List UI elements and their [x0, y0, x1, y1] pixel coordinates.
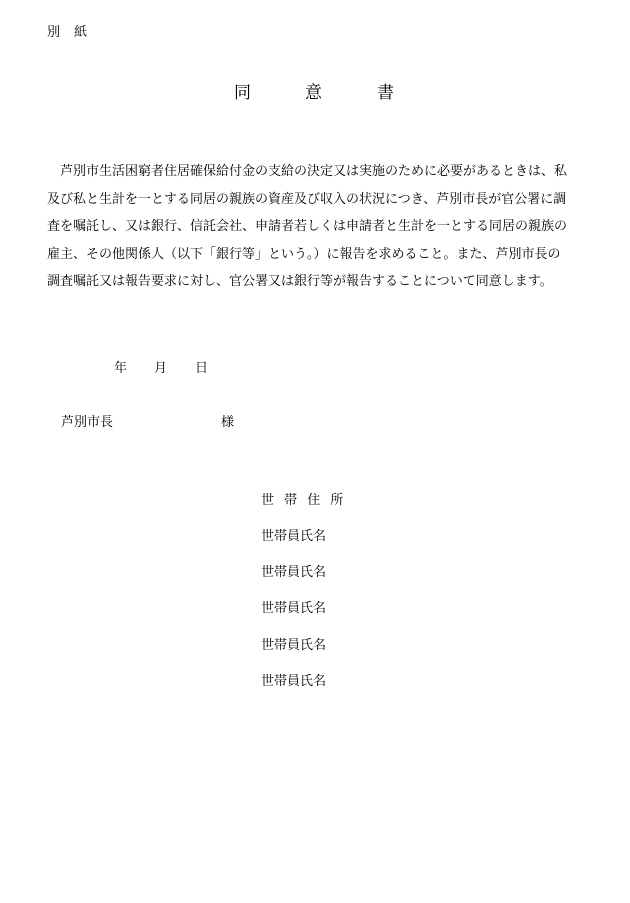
household-member-name-label: 世帯員氏名	[261, 565, 327, 580]
household-member-name-label: 世帯員氏名	[261, 674, 327, 689]
attachment-label: 別 紙	[47, 25, 88, 40]
household-address-label: 世 帯 住 所	[261, 493, 347, 508]
household-member-name-label: 世帯員氏名	[261, 529, 327, 544]
body-line-1: 芦別市生活困窮者住居確保給付金の支給の決定又は実施のために必要があるときは、私	[60, 164, 568, 179]
date-year-label: 年	[114, 361, 128, 376]
date-month-label: 月	[154, 361, 168, 376]
addressee-name: 芦別市長	[61, 415, 114, 430]
document-title-char-2: 意	[305, 83, 322, 103]
document-title-char-3: 書	[377, 83, 394, 103]
document-title-char-1: 同	[234, 83, 251, 103]
consent-body	[47, 163, 581, 301]
body-line-4: 雇主、その他関係人（以下「銀行等」という。）に報告を求めること。また、芦別市長の	[47, 246, 561, 262]
addressee-honorific: 様	[221, 415, 235, 430]
household-member-name-label: 世帯員氏名	[261, 638, 327, 653]
date-day-label: 日	[195, 361, 209, 376]
body-line-5: 調査嘱託又は報告要求に対し、官公署又は銀行等が報告することについて同意します。	[47, 274, 553, 289]
household-member-name-label: 世帯員氏名	[261, 601, 327, 616]
body-line-3: 査を嘱託し、又は銀行、信託会社、申請者若しくは申請者と生計を一とする同居の親族の	[47, 219, 568, 234]
body-line-2: 及び私と生計を一とする同居の親族の資産及び収入の状況につき、芦別市長が官公署に調	[47, 191, 567, 207]
